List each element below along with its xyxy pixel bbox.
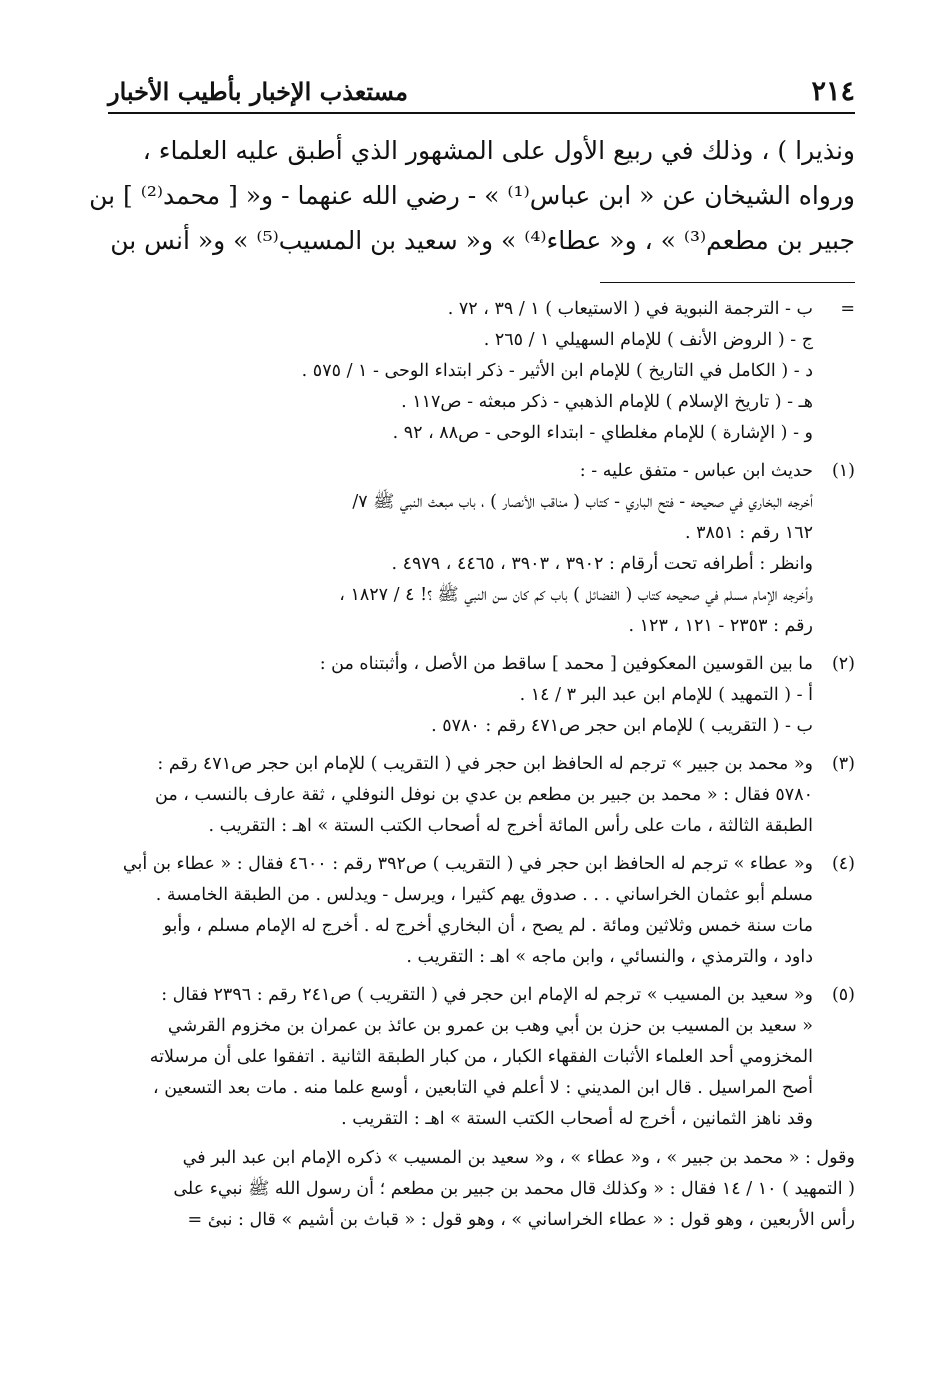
footnote-number: (١) [831, 461, 855, 481]
footnote-1 [108, 456, 855, 642]
footnote-line: ما بين القوسين المعكوفين [ محمد ] ساقط من الأصل ، وأثبتناه من : [319, 654, 813, 674]
footnote-body [108, 849, 813, 973]
footnote-line: هـ - ( تاريخ الإسلام ) للإمام الذهبي - ذكر مبعثه - ص١١٧ . [401, 392, 813, 412]
footnote-line: وقد ناهز الثمانين ، أخرج له أصحاب الكتب الستة » اهـ : التقريب . [341, 1109, 813, 1129]
page-header [108, 70, 855, 114]
footnote-3 [108, 749, 855, 842]
main-text-line: ونذيرا ) ، وذلك في ربيع الأول على المشهور الذي أطبق عليه العلماء ، [142, 136, 855, 165]
footnote-line: أ - ( التمهيد ) للإمام ابن عبد البر ٣ / ١٤ . [519, 685, 813, 705]
footnote-line: ١٦٢ رقم : ٣٨٥١ . [684, 523, 813, 543]
footnote-number: (٢) [831, 654, 855, 674]
footnote-line: مات سنة خمس وثلاثين ومائة . لم يصح ، أن البخاري أخرج له . أخرج له الإمام مسلم ، وأبو [163, 916, 813, 936]
page-number: ٢١٤ [811, 75, 855, 107]
footnote-line: وقول : « محمد بن جبير » ، و« عطاء » ، و« سعيد بن المسيب » ذكره الإمام ابن عبد البر في [182, 1148, 855, 1168]
running-title: مستعذب الإخبار بأطيب الأخبار [108, 76, 408, 106]
footnote-line: د - ( الكامل في التاريخ ) للإمام ابن الأثير - ذكر ابتداء الوحى - ١ / ٥٧٥ . [301, 361, 813, 381]
footnote-4 [108, 849, 855, 973]
footnote-number: (٤) [831, 854, 855, 874]
footnote-line: وأخرجه الإمام مسلم في صحيحه كتاب ( الفضائل ) باب كم كان سن النبي ﷺ ؟! ٤ / ١٨٢٧ ، [339, 585, 813, 605]
footnote-line: ( التمهيد ) ١٠ / ١٤ فقال : « وكذلك قال محمد بن جبير بن مطعم ؛ أن رسول الله ﷺ نبيء على [173, 1179, 855, 1199]
footnote-closing-paragraph [108, 1143, 855, 1236]
footnote-line: أخرجه البخاري في صحيحه - فتح الباري - كتاب ( مناقب الأنصار ) ، باب مبعث النبي ﷺ ٧/ [352, 492, 813, 512]
footnote-line: رأس الأربعين ، وهو قول : « عطاء الخراساني » ، وهو قول : « قباث بن أشيم » قال : نبئ = [187, 1210, 855, 1230]
footnotes [108, 294, 855, 1236]
footnote-body [108, 294, 813, 449]
footnote-line: ٥٧٨٠ فقال : « محمد بن جبير بن مطعم بن عدي بن نوفل النوفلي ، ثقة عارف بالنسب ، من [155, 785, 813, 805]
footnote-body [108, 749, 813, 842]
footnote-line: وانظر : أطرافه تحت أرقام : ٣٩٠٢ ، ٣٩٠٣ ، ٤٤٦٥ ، ٤٩٧٩ . [391, 554, 813, 574]
footnote-2 [108, 649, 855, 742]
footnote-line: « سعيد بن المسيب بن حزن بن أبي وهب بن عمرو بن عائذ بن عمران بن مخزوم القرشي [167, 1016, 813, 1036]
footnote-body [108, 649, 813, 742]
footnote-line: ب - الترجمة النبوية في ( الاستيعاب ) ١ / ٣٩ ، ٧٢ . [447, 299, 813, 319]
footnote-number: (٥) [831, 985, 855, 1005]
footnote-continued [108, 294, 855, 449]
footnote-line: و« عطاء » ترجم له الحافظ ابن حجر في ( التقريب ) ص٣٩٢ رقم : ٤٦٠٠ فقال : « عطاء بن أبي [122, 854, 813, 874]
footnote-marker: = [840, 299, 855, 319]
footnote-5 [108, 980, 855, 1135]
footnote-body [108, 456, 813, 642]
footnote-line: رقم : ٢٣٥٣ - ١٢١ ، ١٢٣ . [628, 616, 813, 636]
footnote-line: ج - ( الروض الأنف ) للإمام السهيلي ١ / ٢٦٥ . [483, 330, 813, 350]
footnote-line: و« سعيد بن المسيب » ترجم له الإمام ابن حجر في ( التقريب ) ص٢٤١ رقم : ٢٣٩٦ فقال : [161, 985, 813, 1005]
main-text-line: جبير بن مطعم⁽³⁾ » ، و« عطاء⁽⁴⁾ » و« سعيد بن المسيب⁽⁵⁾ » و« أنس بن [110, 226, 855, 255]
footnote-line: حديث ابن عباس - متفق عليه - : [579, 461, 813, 481]
footnote-number: (٣) [831, 754, 855, 774]
footnote-line: و - ( الإشارة ) للإمام مغلطاي - ابتداء الوحى - ص٨٨ ، ٩٢ . [392, 423, 813, 443]
footnote-line: أصح المراسيل . قال ابن المديني : لا أعلم في التابعين ، أوسع علما منه . مات بعد التسعين ، [153, 1078, 813, 1098]
footnote-separator [600, 282, 855, 283]
footnote-line: و« محمد بن جبير » ترجم له الحافظ ابن حجر في ( التقريب ) للإمام ابن حجر ص٤٧١ رقم : [157, 754, 813, 774]
footnote-line: المخزومي أحد العلماء الأثبات الفقهاء الكبار ، من كبار الطبقة الثانية . اتفقوا على أن مرسلاته [149, 1047, 813, 1067]
main-text [89, 128, 855, 263]
footnote-line: الطبقة الثالثة ، مات على رأس المائة أخرج له أصحاب الكتب الستة » اهـ : التقريب . [208, 816, 813, 836]
main-text-line: ورواه الشيخان عن « ابن عباس⁽¹⁾ » - رضي الله عنهما - و« [ محمد⁽²⁾ ] بن [89, 181, 855, 210]
footnote-line: مسلم أبو عثمان الخراساني . . . صدوق يهم كثيرا ، ويرسل - ويدلس . من الطبقة الخامسة . [155, 885, 813, 905]
footnote-body [108, 980, 813, 1135]
footnote-line: داود ، والترمذي ، والنسائي ، وابن ماجه » اهـ : التقريب . [406, 947, 813, 967]
footnote-line: ب - ( التقريب ) للإمام ابن حجر ص٤٧١ رقم : ٥٧٨٠ . [431, 716, 813, 736]
